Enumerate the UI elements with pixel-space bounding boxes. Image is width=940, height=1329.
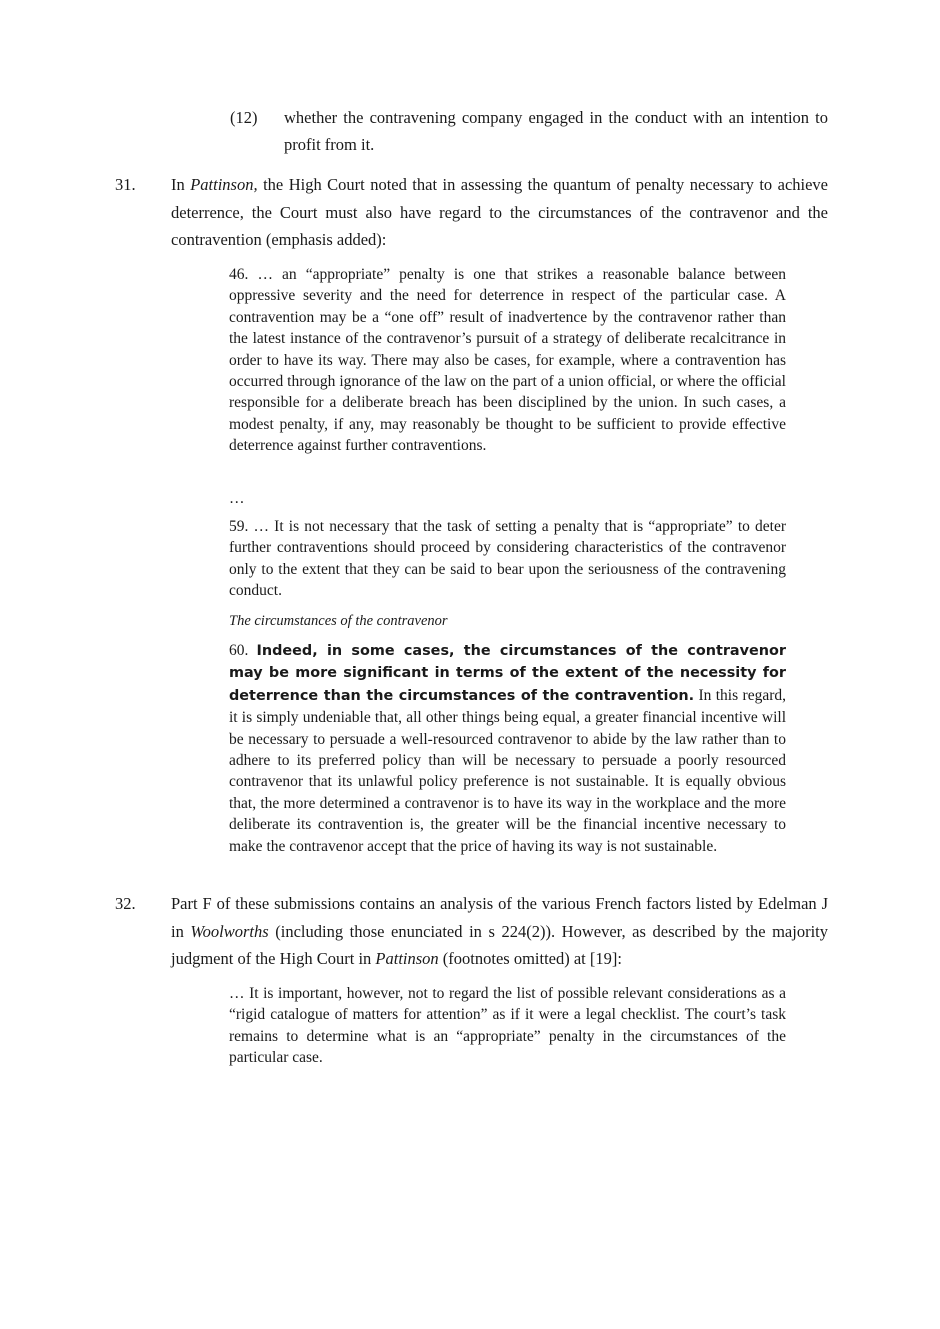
ellipsis-text: …: [229, 490, 245, 507]
quote-paragraph: … It is important, however, not to regard the list of possible relevant considerations as a “rigid catalogue of matters for attention” as if it were a legal checklist. The court’s task remains to determine what is an “appropriate” penalty in the circumstances of the particular case.: [229, 985, 786, 1067]
paragraph-text: [171, 890, 828, 973]
list-item-text: whether the contravening company engaged in the conduct with an intention to profit from it.: [284, 108, 828, 154]
paragraph-text-part3: (footnotes omitted) at [19]:: [438, 949, 622, 968]
paragraph-number: 32.: [115, 894, 136, 913]
paragraph-31: [115, 171, 828, 254]
case-name: Pattinson,: [190, 175, 258, 194]
quote-paragraph: [229, 640, 786, 857]
paragraph-text-part2: (including those enunciated in s 224(2)). However, as described by the majority judgment of the High Court in: [171, 921, 828, 968]
paragraph-text: [171, 171, 828, 254]
subheading-text: The circumstances of the contravenor: [229, 613, 448, 629]
list-item-number: (12): [230, 108, 258, 127]
paragraph-32: [115, 890, 828, 973]
list-item-12: [230, 104, 828, 158]
paragraph-text-intro: In: [171, 175, 191, 194]
quote-number: 60.: [229, 642, 257, 659]
quote-subheading: [229, 611, 786, 632]
case-name: Woolworths: [190, 921, 269, 941]
block-quote-60: [229, 640, 786, 857]
block-quote-46: [229, 264, 786, 457]
quote-ellipsis: [229, 488, 786, 509]
case-name: Pattinson: [375, 949, 439, 968]
paragraph-text-rest: the High Court noted that in assessing the quantum of penalty necessary to achieve deterrence, the Court must also have regard to the circumstances of the contravenor and the contravention (emphasis added):: [171, 175, 828, 249]
quote-paragraph: 46. … an “appropriate” penalty is one that strikes a reasonable balance between oppressive severity and the need for deterrence in respect of the particular case. A contravention may be a “one off” result of inadvertence by the contravenor rather than the latest instance of the contravenor’s pursuit of a strategy of deliberate recalcitrance in order to have its way. There may also be cases, for example, where a contravention has occurred through ignorance of the law on the part of a union official, or where the official responsible for a deliberate breach has been disciplined by the union. In such cases, a modest penalty, if any, may reasonably be thought to be sufficient to provide effective deterrence against further contraventions.: [229, 266, 786, 455]
block-quote-19: [229, 983, 786, 1069]
paragraph-text-part1: Part F of these submissions contains an analysis of the various French factors listed by Edelman J in: [171, 894, 828, 941]
quote-paragraph: 59. … It is not necessary that the task of setting a penalty that is “appropriate” to deter further contraventions should proceed by considering characteristics of the contravenor only to the extent that they can be said to bear upon the seriousness of the contravening conduct.: [229, 518, 786, 600]
block-quote-59: [229, 516, 786, 602]
quote-rest: In this regard, it is simply undeniable that, all other things being equal, a greater financial incentive will be necessary to persuade a well-resourced contravenor to abide by the law rather than to adhere to its preferred policy than will be necessary to persuade a poorly resourced contravenor that its unlawful policy preference is not sustainable. It is equally obvious that, the more determined a contravenor is to have its way in the workplace and the more deliberate its contravention is, the greater will be the financial incentive necessary to make the contravenor accept that the price of having its way is not sustainable.: [229, 686, 786, 855]
emphasised-text: Indeed, in some cases, the circumstances of the contravenor may be more significant in terms of the extent of the necessity for deterrence than the circumstances of the contravention.: [229, 643, 787, 704]
paragraph-number: 31.: [115, 175, 136, 194]
